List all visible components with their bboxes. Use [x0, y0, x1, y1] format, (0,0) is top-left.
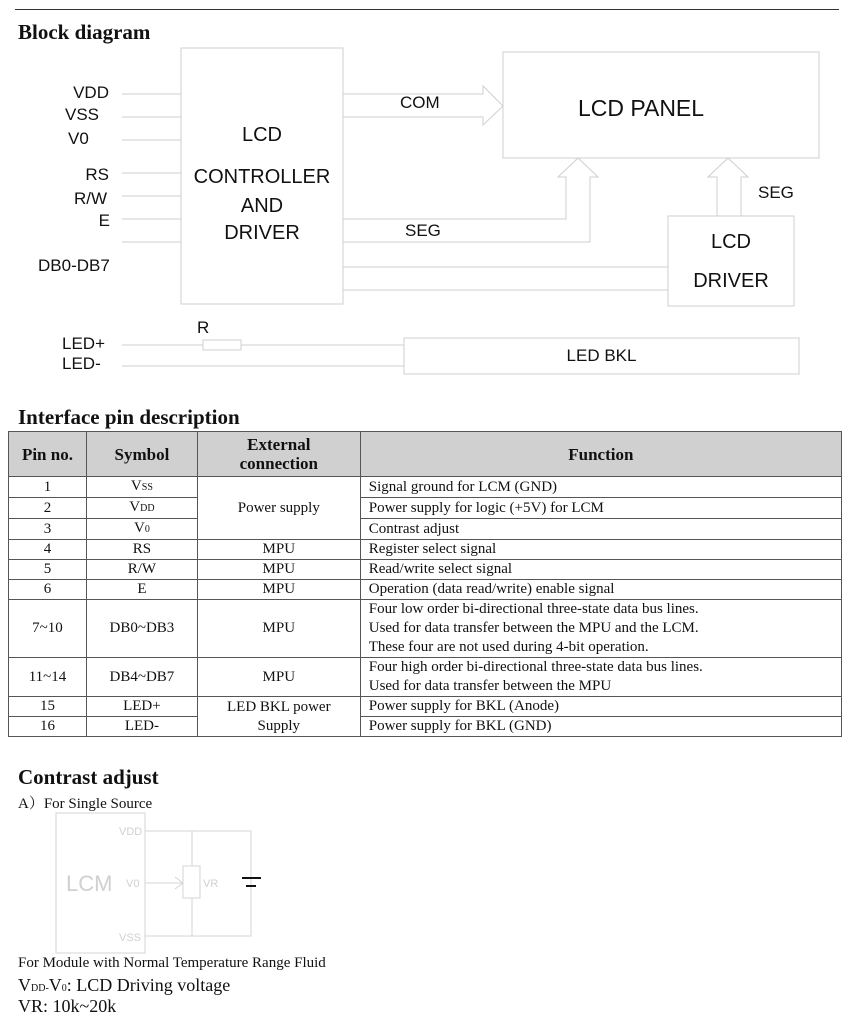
contrast-note-2 [18, 975, 230, 996]
function-cell: Signal ground for LCM (GND) [360, 477, 841, 498]
symbol-cell [86, 498, 197, 519]
function-cell [360, 658, 841, 697]
table-row [9, 560, 842, 580]
vr-resistor-icon [183, 866, 200, 898]
function-line: These four are not used during 4-bit operation. [368, 639, 649, 655]
controller-label-2: CONTROLLER [193, 166, 331, 188]
external-cell: MPU [197, 658, 360, 697]
external-cell [197, 697, 360, 737]
header-function: Function [360, 432, 841, 477]
note2-v1: V [18, 975, 31, 995]
function-cell: Read/write select signal [360, 560, 841, 580]
table-row [9, 658, 842, 697]
symbol-cell: LED- [86, 717, 197, 737]
external-cell: MPU [197, 600, 360, 658]
table-row [9, 717, 842, 737]
external-cell: MPU [197, 540, 360, 560]
header-pin: Pin no. [9, 432, 87, 477]
led-group-line2: Supply [257, 717, 301, 734]
symbol-cell: R/W [86, 560, 197, 580]
input-label-vss: VSS [65, 105, 100, 124]
symbol-cell: DB4~DB7 [86, 658, 197, 697]
vdd-label: VDD [119, 826, 143, 838]
contrast-title: Contrast adjust [18, 765, 159, 789]
contrast-circuit [0, 805, 300, 960]
pin-table-title: Interface pin description [18, 405, 240, 429]
led-bkl-label: LED BKL [566, 346, 637, 365]
led-minus-label: LED- [62, 354, 101, 373]
external-cell: Power supply [197, 477, 360, 540]
external-cell: MPU [197, 560, 360, 580]
function-line: Four low order bi-directional three-state data bus lines. [368, 601, 699, 617]
symbol-main: V [129, 499, 141, 515]
header-external-line2: connection [239, 454, 318, 473]
contrast-note-1: For Module with Normal Temperature Range Fluid [18, 955, 326, 971]
symbol-sub: DD [140, 503, 155, 514]
symbol-cell [86, 477, 197, 498]
top-rule [15, 9, 839, 10]
controller-label-3: AND [240, 195, 284, 217]
pin-table [8, 431, 842, 737]
controller-label-4: DRIVER [224, 222, 300, 244]
input-label-rw: R/W [73, 189, 107, 208]
function-line: Four high order bi-directional three-state data bus lines. [368, 659, 703, 675]
function-cell: Register select signal [360, 540, 841, 560]
header-external [197, 432, 360, 477]
contrast-subtitle: A）For Single Source [18, 796, 153, 812]
input-label-vdd: VDD [73, 83, 109, 102]
seg-label-right: SEG [758, 183, 794, 202]
function-cell: Power supply for BKL (GND) [360, 717, 841, 737]
table-row [9, 498, 842, 519]
symbol-sub: 0 [144, 524, 150, 535]
led-group-line1: LED BKL power [227, 698, 331, 715]
symbol-main: V [130, 478, 142, 494]
pin-cell: 5 [9, 560, 87, 580]
vss-label: VSS [119, 932, 142, 944]
table-header-row [9, 432, 842, 477]
note2-dash: - [45, 983, 49, 994]
table-row [9, 477, 842, 498]
symbol-cell: E [86, 580, 197, 600]
note2-sub2: 0 [61, 983, 67, 994]
input-label-e: E [98, 211, 110, 230]
resistor-label: R [197, 318, 210, 337]
function-cell [360, 600, 841, 658]
lcd-panel-label: LCD PANEL [577, 95, 705, 121]
lcd-driver-label-1: LCD [710, 231, 751, 253]
symbol-cell: LED+ [86, 697, 197, 717]
table-row [9, 519, 842, 540]
symbol-sub: SS [141, 482, 153, 493]
vr-label: VR [203, 878, 219, 890]
note2-rest: : LCD Driving voltage [66, 975, 231, 995]
com-label: COM [400, 93, 440, 112]
header-external-line1: External [247, 435, 311, 454]
pin-cell: 16 [9, 717, 87, 737]
led-plus-label: LED+ [62, 334, 105, 353]
function-cell: Contrast adjust [360, 519, 841, 540]
lcd-driver-label-2: DRIVER [693, 270, 769, 292]
input-label-db: DB0-DB7 [38, 256, 110, 275]
table-row [9, 697, 842, 717]
table-row [9, 600, 842, 658]
controller-label-1: LCD [241, 124, 282, 146]
pin-cell: 1 [9, 477, 87, 498]
lcm-label: LCM [66, 871, 113, 896]
symbol-main: V [133, 520, 145, 536]
pin-cell: 6 [9, 580, 87, 600]
seg-label-left: SEG [405, 221, 441, 240]
v0-label: V0 [126, 878, 140, 890]
symbol-cell [86, 519, 197, 540]
function-cell: Operation (data read/write) enable signal [360, 580, 841, 600]
input-label-v0: V0 [68, 129, 89, 148]
symbol-cell: DB0~DB3 [86, 600, 197, 658]
external-cell: MPU [197, 580, 360, 600]
pin-cell: 11~14 [9, 658, 87, 697]
pin-cell: 4 [9, 540, 87, 560]
function-cell: Power supply for BKL (Anode) [360, 697, 841, 717]
pin-cell: 2 [9, 498, 87, 519]
pin-cell: 3 [9, 519, 87, 540]
symbol-cell: RS [86, 540, 197, 560]
function-line: Used for data transfer between the MPU [368, 678, 612, 694]
input-label-rs: RS [85, 165, 109, 184]
block-diagram-title: Block diagram [18, 20, 151, 44]
table-row [9, 580, 842, 600]
function-line: Used for data transfer between the MPU and the LCM. [368, 620, 699, 636]
function-cell: Power supply for logic (+5V) for LCM [360, 498, 841, 519]
note2-v2: V [48, 975, 62, 995]
pin-cell: 7~10 [9, 600, 87, 658]
pin-cell: 15 [9, 697, 87, 717]
contrast-note-3: VR: 10k~20k [18, 996, 117, 1016]
header-symbol: Symbol [86, 432, 197, 477]
note2-sub1: DD [31, 983, 46, 994]
table-row [9, 540, 842, 560]
